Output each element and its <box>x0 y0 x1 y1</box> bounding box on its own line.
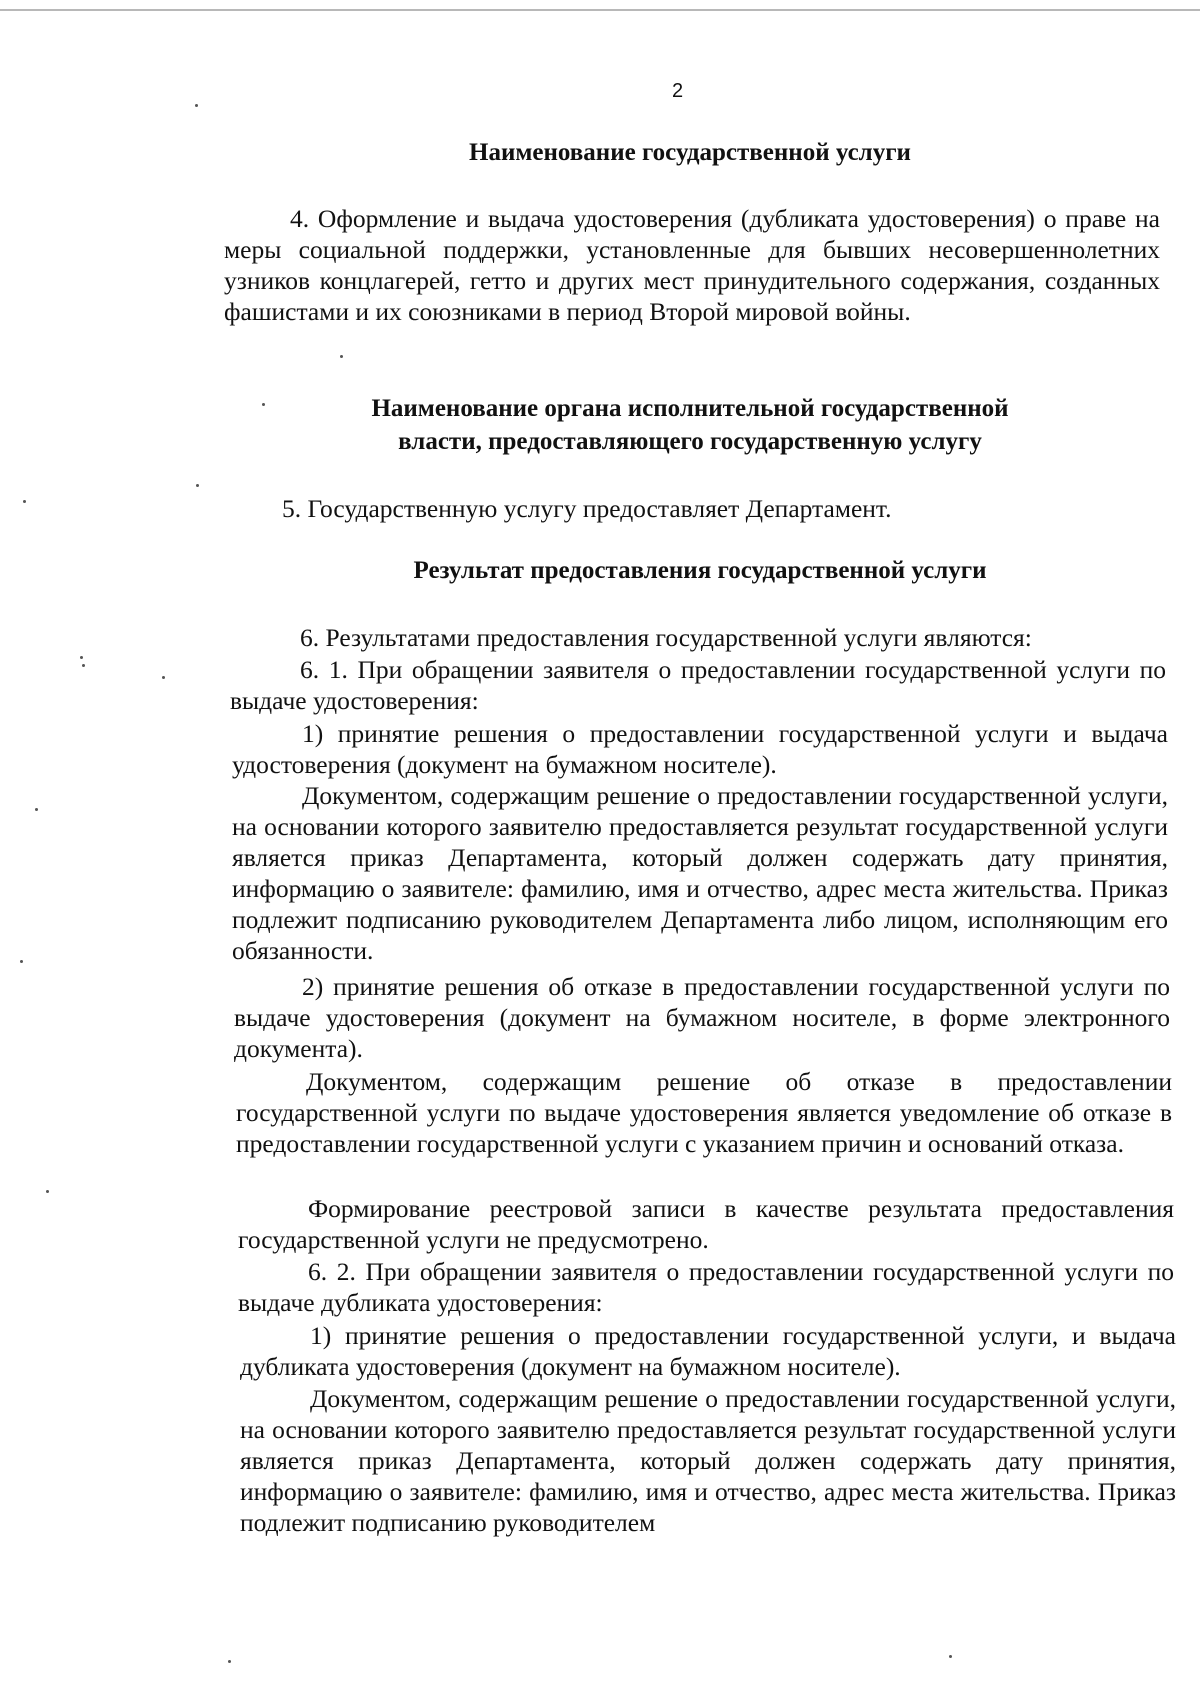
scan-speck <box>228 1660 231 1663</box>
page-number: 2 <box>672 80 684 102</box>
section-heading-authority-line-1: Наименование органа исполнительной государственной <box>371 395 1009 422</box>
scan-speck <box>195 104 198 107</box>
paragraph-6-2-item-1: 1) принятие решения о предоставлении государственной услуги, и выдача дубликата удостоверения (документ на бумажном носителе). <box>240 1321 1176 1381</box>
section-heading-authority-line-2: власти, предоставляющего государственную услугу <box>398 428 982 455</box>
scan-speck <box>262 403 265 406</box>
scan-speck <box>35 808 38 811</box>
paragraph-5: 5. Государственную услугу предоставляет Департамент. <box>282 494 892 523</box>
paragraph-6-1-item-2: 2) принятие решения об отказе в предоставлении государственной услуги по выдаче удостоверения (документ на бумажном носителе, в форме электронного документа). <box>234 972 1170 1063</box>
paragraph-6-1-document: Документом, содержащим решение о предоставлении государственной услуги, на основании которого заявителю предоставляется результат государственной услуги является приказ Департамента, который должен содержать дату принятия, информацию о заявителе: фамилию, имя и отчество, адрес места жительства. Приказ подлежит подписанию руководителем Департамента либо лицом, исполняющим его обязанности. <box>232 781 1168 965</box>
scan-speck <box>23 500 26 503</box>
section-heading-result: Результат предоставления государственной услуги <box>413 557 987 584</box>
paragraph-6-2-document: Документом, содержащим решение о предоставлении государственной услуги, на основании которого заявителю предоставляется результат государственной услуги является приказ Департамента, который должен содержать дату принятия, информацию о заявителе: фамилию, имя и отчество, адрес места жительства. Приказ подлежит подписанию руководителем <box>240 1384 1176 1537</box>
scan-speck <box>340 355 343 358</box>
scan-speck <box>80 656 83 659</box>
paragraph-6-1-item-1: 1) принятие решения о предоставлении государственной услуги и выдача удостоверения (документ на бумажном носителе). <box>232 719 1168 779</box>
scan-speck <box>82 664 85 667</box>
scan-speck <box>20 960 23 963</box>
section-heading-service-name: Наименование государственной услуги <box>469 139 911 166</box>
paragraph-registry-note: Формирование реестровой записи в качестве результата предоставления государственной услуги не предусмотрено. <box>238 1194 1174 1254</box>
paragraph-6: 6. Результатами предоставления государственной услуги являются: <box>300 623 1032 652</box>
scan-speck <box>162 676 165 679</box>
paragraph-6-1: 6. 1. При обращении заявителя о предоставлении государственной услуги по выдаче удостоверения: <box>230 655 1166 715</box>
paragraph-4: 4. Оформление и выдача удостоверения (дубликата удостоверения) о праве на меры социальной поддержки, установленные для бывших несовершеннолетних узников концлагерей, гетто и других мест принудительного содержания, созданных фашистами и их союзниками в период Второй мировой войны. <box>224 204 1160 326</box>
scan-speck <box>196 484 199 487</box>
paragraph-6-1-refusal-document: Документом, содержащим решение об отказе в предоставлении государственной услуги по выдаче удостоверения является уведомление об отказе в предоставлении государственной услуги с указанием причин и оснований отказа. <box>236 1067 1172 1158</box>
paragraph-6-2: 6. 2. При обращении заявителя о предоставлении государственной услуги по выдаче дубликата удостоверения: <box>238 1257 1174 1317</box>
scan-speck <box>949 1655 952 1658</box>
scan-speck <box>46 1190 49 1193</box>
